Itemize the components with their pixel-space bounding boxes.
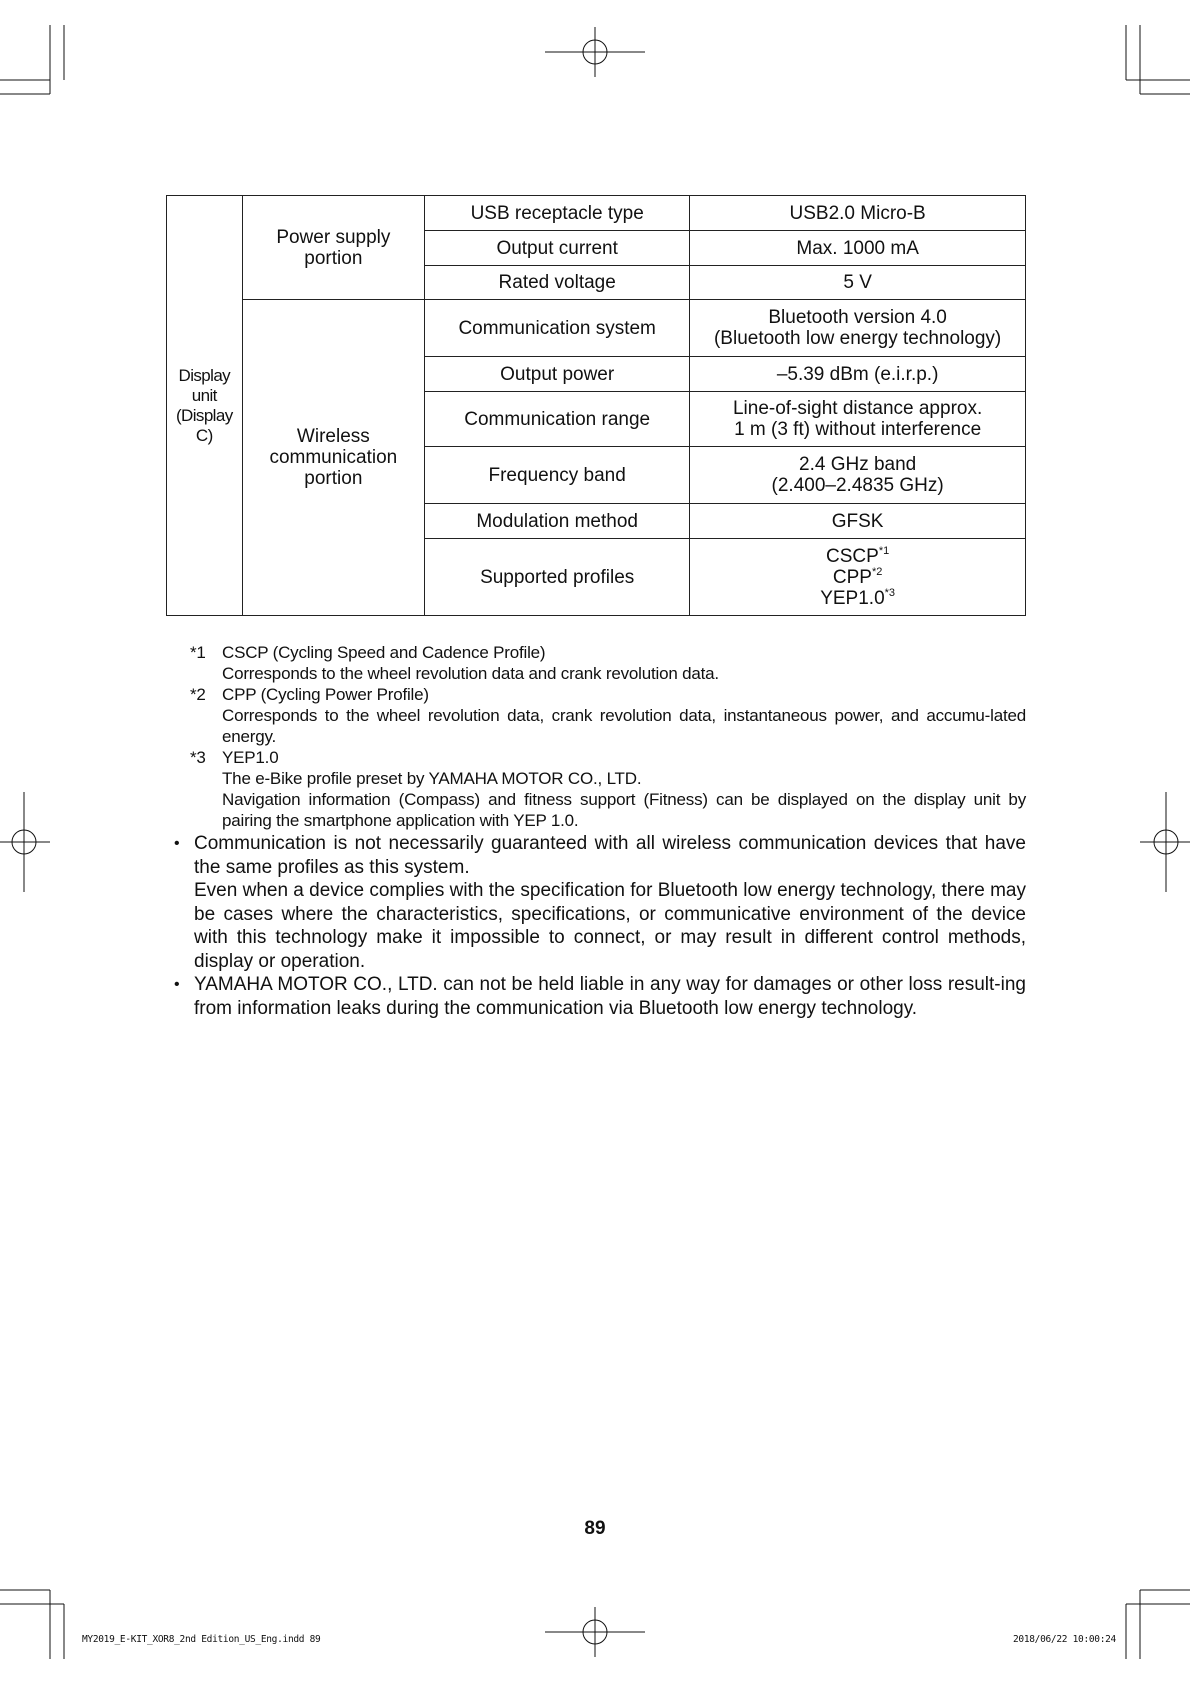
slug-file-info: MY2019_E-KIT_XOR8_2nd Edition_US_Eng.indd 89 (82, 1634, 321, 1645)
spec-item-frequency-band: Frequency band (425, 447, 690, 504)
spec-value-communication-system: Bluetooth version 4.0 (Bluetooth low energy technology) (690, 300, 1026, 357)
spec-value-supported-profiles (690, 539, 1026, 616)
spec-value-rated-voltage: 5 V (690, 266, 1026, 300)
note-2 (172, 973, 1026, 1020)
note-2-text: YAMAHA MOTOR CO., LTD. can not be held liable in any way for damages or other loss result-ing from information leaks during the communication via Bluetooth low energy technology. (194, 974, 1026, 1019)
spec-table (166, 195, 1026, 616)
spec-item-supported-profiles: Supported profiles (425, 539, 690, 616)
wireless-communication-portion-cell: Wireless communication portion (242, 300, 424, 616)
spec-item-communication-system: Communication system (425, 300, 690, 357)
spec-value-usb-type: USB2.0 Micro-B (690, 196, 1026, 231)
spec-value-output-power: –5.39 dBm (e.i.r.p.) (690, 357, 1026, 392)
footnote-1-text: Corresponds to the wheel revolution data and crank revolution data. (222, 664, 719, 683)
spec-value-output-current: Max. 1000 mA (690, 231, 1026, 266)
footnote-3: *3 YEP1.0 (190, 748, 279, 767)
note-1-text: Communication is not necessarily guaranteed with all wireless communication devices that have the same profiles as this system. (194, 833, 1026, 878)
spec-value-modulation-method: GFSK (690, 504, 1026, 539)
footnote-2: *2 CPP (Cycling Power Profile) (190, 685, 429, 704)
bullet-icon: • (174, 976, 180, 993)
profile-cpp: CPP$^{*2}$ (832, 565, 883, 588)
power-supply-portion-cell: Power supply portion (242, 196, 424, 300)
footnotes (190, 642, 1026, 831)
footnote-1: *1 CSCP (Cycling Speed and Cadence Profile) (190, 643, 546, 662)
footnote-2-text: Corresponds to the wheel revolution data, crank revolution data, instantaneous power, and accumu-lated energy. (222, 706, 1026, 746)
spec-item-modulation-method: Modulation method (425, 504, 690, 539)
spec-item-usb-type: USB receptacle type (425, 196, 690, 231)
page-number: 89 (584, 1518, 606, 1539)
spec-item-communication-range: Communication range (425, 392, 690, 447)
profile-yep: YEP1.0$^{*3}$ (820, 586, 896, 609)
notes (172, 832, 1026, 1020)
note-1-text-2: Even when a device complies with the specification for Bluetooth low energy technology, there may be cases where the characteristics, specifications, or communicative environment of the device with this technology make it impossible to connect, or may result in different control methods, display or operation. (194, 880, 1026, 972)
spec-value-communication-range: Line-of-sight distance approx. 1 m (3 ft) without interference (690, 392, 1026, 447)
footnote-3-text: The e-Bike profile preset by YAMAHA MOTOR CO., LTD. (222, 769, 642, 788)
note-1 (172, 832, 1026, 973)
profile-cscp: CSCP$^{*1}$ (826, 544, 890, 567)
footnote-3-text-2: Navigation information (Compass) and fitness support (Fitness) can be displayed on the display unit by pairing the smartphone application with YEP 1.0. (222, 790, 1026, 830)
spec-value-frequency-band: 2.4 GHz band (2.400–2.4835 GHz) (690, 447, 1026, 504)
spec-item-output-power: Output power (425, 357, 690, 392)
bullet-icon: • (174, 835, 180, 852)
display-unit-cell: Display unit (Display C) (167, 196, 243, 616)
slug-timestamp: 2018/06/22 10:00:24 (1013, 1634, 1116, 1645)
spec-item-rated-voltage: Rated voltage (425, 266, 690, 300)
spec-item-output-current: Output current (425, 231, 690, 266)
